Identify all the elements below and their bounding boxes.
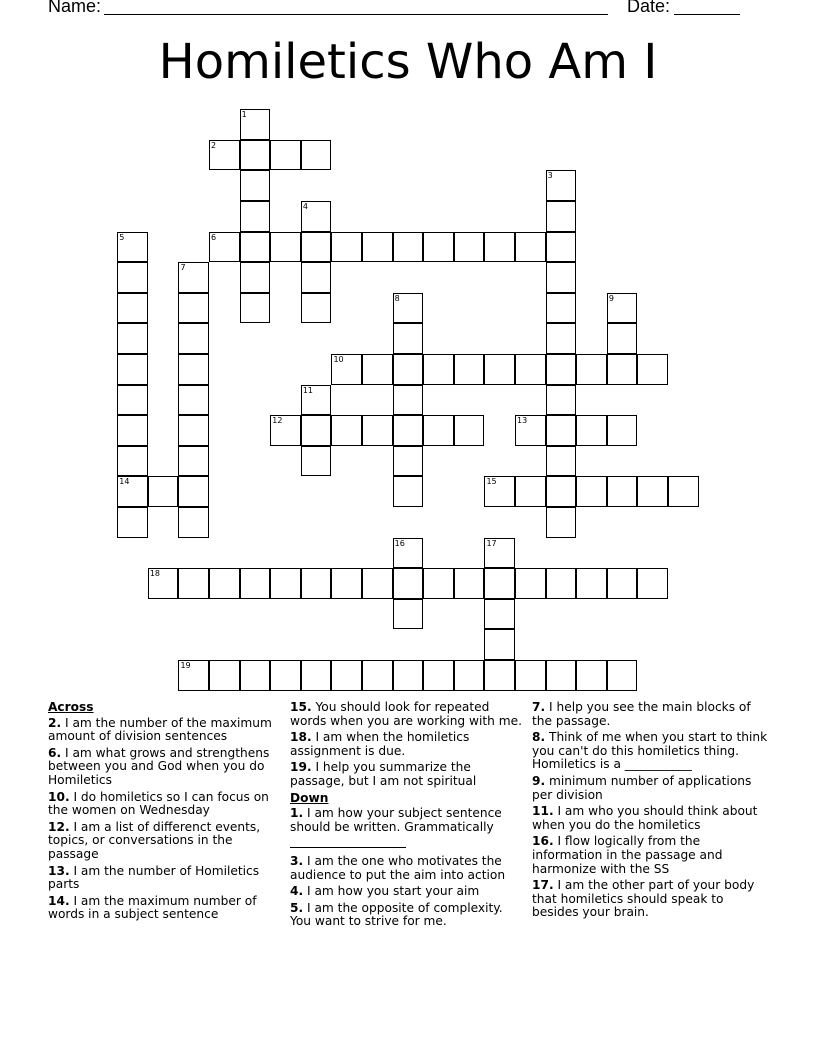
- crossword-cell[interactable]: [331, 232, 362, 263]
- clue-across-15: 15. You should look for repeated words when you are working with me.: [290, 700, 523, 728]
- clue-number: 16: [394, 538, 405, 548]
- crossword-cell[interactable]: [454, 232, 485, 263]
- crossword-cell[interactable]: [270, 568, 301, 599]
- crossword-cell[interactable]: [362, 415, 393, 446]
- crossword-cell[interactable]: [117, 476, 148, 507]
- crossword-cell[interactable]: [546, 476, 577, 507]
- clue-down-5: 5. I am the opposite of complexity. You want to strive for me.: [290, 900, 503, 929]
- crossword-cell[interactable]: [484, 476, 515, 507]
- crossword-cell[interactable]: [546, 170, 577, 201]
- crossword-cell[interactable]: [331, 568, 362, 599]
- crossword-cell[interactable]: [393, 538, 424, 569]
- crossword-cell[interactable]: [393, 323, 424, 354]
- crossword-cell[interactable]: [240, 568, 271, 599]
- clue-down-3: 3. I am the one who motivates the audience to put the aim into action: [290, 853, 506, 882]
- crossword-cell[interactable]: [637, 568, 668, 599]
- crossword-cell[interactable]: [178, 660, 209, 691]
- crossword-cell[interactable]: [515, 568, 546, 599]
- crossword-cell[interactable]: [209, 660, 240, 691]
- crossword-cell[interactable]: [301, 446, 332, 477]
- crossword-cell[interactable]: [117, 507, 148, 538]
- crossword-cell[interactable]: [270, 140, 301, 171]
- clue-number: 1: [241, 110, 247, 120]
- crossword-cell[interactable]: [393, 446, 424, 477]
- crossword-cell[interactable]: [607, 323, 638, 354]
- crossword-cell[interactable]: [362, 568, 393, 599]
- worksheet-header: [48, 0, 748, 20]
- clues-column-1: [48, 701, 280, 925]
- crossword-cell[interactable]: [178, 385, 209, 416]
- crossword-cell[interactable]: [546, 415, 577, 446]
- name-label: Name:: [48, 0, 102, 16]
- crossword-cell[interactable]: [546, 507, 577, 538]
- clues-column-3: [532, 701, 772, 923]
- crossword-cell[interactable]: [178, 415, 209, 446]
- clue-number: 17: [486, 538, 497, 548]
- clue-down-4: 4. I am how you start your aim: [290, 884, 480, 899]
- clue-number: 19: [180, 661, 191, 671]
- crossword-cell[interactable]: [484, 232, 515, 263]
- crossword-cell[interactable]: [117, 446, 148, 477]
- clue-across-14: 14. I am the maximum number of words in a subject sentence: [48, 893, 257, 922]
- clue-number: 9: [608, 293, 614, 303]
- clue-number: 18: [149, 569, 161, 579]
- crossword-cell[interactable]: [423, 354, 454, 385]
- clue-number: 3: [547, 171, 553, 181]
- crossword-cell[interactable]: [117, 415, 148, 446]
- crossword-cell[interactable]: [423, 232, 454, 263]
- clue-number: 12: [272, 416, 283, 426]
- crossword-cell[interactable]: [301, 415, 332, 446]
- crossword-cell[interactable]: [117, 323, 148, 354]
- crossword-cell[interactable]: [362, 232, 393, 263]
- crossword-cell[interactable]: [607, 660, 638, 691]
- clue-across-6: 6. I am what grows and strengthens between you and God when you do Homiletics: [48, 745, 270, 787]
- crossword-cell[interactable]: [117, 293, 148, 324]
- crossword-cell[interactable]: [546, 323, 577, 354]
- clue-down-17: 17. I am the other part of your body that homiletics should speak to besides your brain.: [532, 878, 755, 920]
- crossword-cell[interactable]: [117, 385, 148, 416]
- crossword-cell[interactable]: [148, 476, 179, 507]
- crossword-cell[interactable]: [607, 415, 638, 446]
- crossword-cell[interactable]: [301, 232, 332, 263]
- crossword-cell[interactable]: [607, 293, 638, 324]
- crossword-cell[interactable]: [362, 660, 393, 691]
- crossword-cell[interactable]: [484, 354, 515, 385]
- crossword-cell[interactable]: [178, 476, 209, 507]
- crossword-cell[interactable]: [515, 476, 546, 507]
- crossword-cell[interactable]: [393, 415, 424, 446]
- clue-down-7: 7. I help you see the main blocks of the passage.: [532, 700, 751, 728]
- crossword-cell[interactable]: [240, 170, 271, 201]
- crossword-cell[interactable]: [423, 415, 454, 446]
- crossword-cell[interactable]: [331, 415, 362, 446]
- date-label: Date:: [627, 0, 671, 16]
- crossword-cell[interactable]: [637, 354, 668, 385]
- blank-line: [290, 834, 406, 848]
- crossword-cell[interactable]: [576, 476, 607, 507]
- crossword-cell[interactable]: [546, 660, 577, 691]
- crossword-cell[interactable]: [148, 568, 179, 599]
- crossword-cell[interactable]: [393, 293, 424, 324]
- down-heading: Down: [290, 790, 329, 805]
- crossword-cell[interactable]: [240, 232, 271, 263]
- crossword-cell[interactable]: [178, 293, 209, 324]
- crossword-cell[interactable]: [209, 232, 240, 263]
- crossword-cell[interactable]: [668, 476, 699, 507]
- crossword-cell[interactable]: [515, 354, 546, 385]
- crossword-cell[interactable]: [515, 232, 546, 263]
- crossword-cell[interactable]: [178, 568, 209, 599]
- crossword-cell[interactable]: [484, 660, 515, 691]
- crossword-cell[interactable]: [362, 354, 393, 385]
- crossword-cell[interactable]: [270, 660, 301, 691]
- crossword-cell[interactable]: [637, 476, 668, 507]
- crossword-cell[interactable]: [301, 568, 332, 599]
- clue-across-13: 13. I am the number of Homiletics parts: [48, 863, 260, 892]
- crossword-cell[interactable]: [178, 354, 209, 385]
- crossword-cell[interactable]: [240, 109, 271, 140]
- clue-number: 8: [394, 293, 400, 303]
- crossword-cell[interactable]: [393, 385, 424, 416]
- crossword-cell[interactable]: [393, 476, 424, 507]
- crossword-cell[interactable]: [178, 323, 209, 354]
- crossword-cell[interactable]: [301, 140, 332, 171]
- crossword-cell[interactable]: [607, 476, 638, 507]
- crossword-cell[interactable]: [576, 660, 607, 691]
- crossword-cell[interactable]: [546, 446, 577, 477]
- crossword-cell[interactable]: [546, 293, 577, 324]
- crossword-cell[interactable]: [607, 354, 638, 385]
- crossword-cell[interactable]: [546, 385, 577, 416]
- clue-down-9: 9. minimum number of applications per division: [532, 773, 752, 802]
- crossword-cell[interactable]: [240, 293, 271, 324]
- crossword-cell[interactable]: [240, 660, 271, 691]
- clue-across-18: 18. I am when the homiletics assignment is due.: [290, 730, 470, 758]
- date-field-line[interactable]: [674, 14, 740, 15]
- crossword-cell[interactable]: [240, 140, 271, 171]
- clue-number: 14: [119, 477, 130, 487]
- across-heading: Across: [48, 700, 94, 714]
- crossword-cell[interactable]: [240, 201, 271, 232]
- crossword-cell[interactable]: [546, 232, 577, 263]
- crossword-cell[interactable]: [546, 201, 577, 232]
- crossword-cell[interactable]: [240, 262, 271, 293]
- crossword-cell[interactable]: [515, 660, 546, 691]
- crossword-cell[interactable]: [178, 262, 209, 293]
- clue-down-1: 1. I am how your subject sentence should be written. Grammatically: [290, 807, 522, 852]
- crossword-cell[interactable]: [209, 568, 240, 599]
- clue-across-12: 12. I am a list of differenct events, topics, or conversations in the passage: [48, 819, 261, 861]
- crossword-cell[interactable]: [270, 232, 301, 263]
- clues-column-2: [290, 701, 522, 932]
- crossword-cell[interactable]: [515, 415, 546, 446]
- crossword-cell[interactable]: [301, 262, 332, 293]
- clue-number: 6: [211, 232, 217, 242]
- crossword-cell[interactable]: [117, 232, 148, 263]
- crossword-cell[interactable]: [454, 354, 485, 385]
- clue-down-8: 8. Think of me when you start to think you can't do this homiletics thing. Homiletics is a ___________: [532, 730, 768, 772]
- clue-number: 11: [302, 385, 314, 395]
- crossword-grid: [118, 110, 718, 710]
- clue-down-11: 11. I am who you should think about when you do the homiletics: [532, 804, 758, 832]
- crossword-cell[interactable]: [484, 538, 515, 569]
- crossword-cell[interactable]: [393, 660, 424, 691]
- crossword-cell[interactable]: [301, 385, 332, 416]
- crossword-cell[interactable]: [117, 262, 148, 293]
- crossword-cell[interactable]: [393, 232, 424, 263]
- crossword-cell[interactable]: [576, 354, 607, 385]
- crossword-cell[interactable]: [178, 446, 209, 477]
- crossword-cell[interactable]: [301, 660, 332, 691]
- clue-number: 13: [517, 416, 528, 426]
- crossword-cell[interactable]: [393, 599, 424, 630]
- crossword-cell[interactable]: [484, 599, 515, 630]
- clue-number: 10: [333, 355, 344, 365]
- clue-number: 4: [302, 202, 308, 212]
- crossword-cell[interactable]: [546, 568, 577, 599]
- clue-across-10: 10. I do homiletics so I can focus on the women on Wednesday: [48, 789, 269, 818]
- crossword-cell[interactable]: [454, 415, 485, 446]
- page-title: Homiletics Who Am I: [158, 34, 658, 90]
- clue-across-19: 19. I help you summarize the passage, but I am not spiritual: [290, 760, 477, 788]
- crossword-cell[interactable]: [331, 660, 362, 691]
- crossword-cell[interactable]: [301, 201, 332, 232]
- crossword-cell[interactable]: [331, 354, 362, 385]
- crossword-cell[interactable]: [484, 568, 515, 599]
- crossword-cell[interactable]: [607, 568, 638, 599]
- name-field-line[interactable]: [104, 14, 608, 15]
- clue-number: 15: [486, 477, 497, 487]
- crossword-cell[interactable]: [576, 568, 607, 599]
- crossword-cell[interactable]: [546, 262, 577, 293]
- crossword-cell[interactable]: [178, 507, 209, 538]
- clue-down-16: 16. I flow logically from the information in the passage and harmonize with the SS: [532, 834, 723, 876]
- crossword-cell[interactable]: [423, 568, 454, 599]
- crossword-cell[interactable]: [546, 354, 577, 385]
- crossword-cell[interactable]: [454, 568, 485, 599]
- crossword-cell[interactable]: [301, 293, 332, 324]
- clue-number: 7: [180, 263, 186, 273]
- clue-across-2: 2. I am the number of the maximum amount of division sentences: [48, 715, 272, 744]
- crossword-cell[interactable]: [393, 354, 424, 385]
- crossword-cell[interactable]: [209, 140, 240, 171]
- crossword-cell[interactable]: [270, 415, 301, 446]
- crossword-cell[interactable]: [576, 415, 607, 446]
- crossword-cell[interactable]: [484, 629, 515, 660]
- crossword-cell[interactable]: [454, 660, 485, 691]
- clue-number: 2: [211, 140, 217, 150]
- clue-number: 5: [119, 232, 125, 242]
- crossword-cell[interactable]: [423, 660, 454, 691]
- crossword-cell[interactable]: [117, 354, 148, 385]
- crossword-cell[interactable]: [393, 568, 424, 599]
